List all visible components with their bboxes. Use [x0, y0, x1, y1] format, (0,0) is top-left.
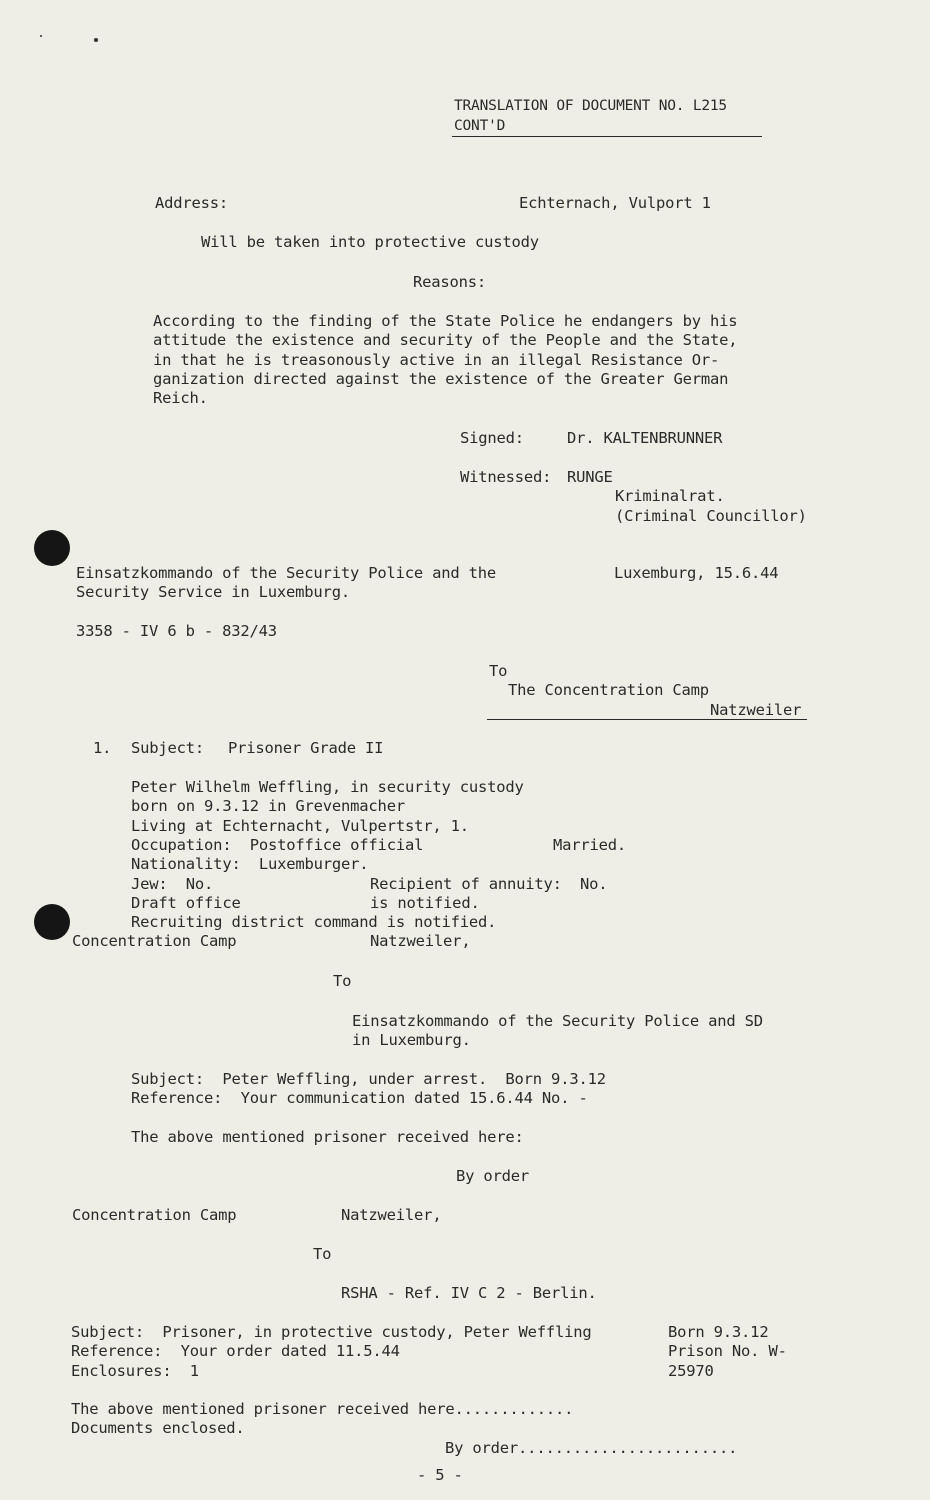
signed-value: Dr. KALTENBRUNNER	[567, 429, 723, 447]
subject-line: Subject: Peter Weffling, under arrest. Born 9.3.12	[131, 1070, 606, 1088]
draft-line: Draft office	[131, 894, 241, 912]
born-date: Born 9.3.12	[668, 1323, 769, 1341]
signed-label: Signed:	[460, 429, 524, 447]
page-number: - 5 -	[417, 1466, 463, 1484]
documents-line: Documents enclosed.	[71, 1419, 245, 1437]
received-line: The above mentioned prisoner received here:	[131, 1128, 524, 1146]
recipient-line: The Concentration Camp	[508, 681, 709, 699]
address-label: Address:	[155, 194, 229, 212]
reasons-line: Reich.	[153, 389, 208, 407]
address-value: Echternach, Vulport 1	[519, 194, 711, 212]
witness-title: Kriminalrat.	[615, 487, 725, 505]
camp-label: Concentration Camp	[72, 1206, 237, 1224]
ink-speck	[94, 38, 98, 42]
marital-status: Married.	[553, 836, 627, 854]
received-line: The above mentioned prisoner received here.............	[71, 1400, 574, 1418]
annuity-line: Recipient of annuity: No.	[370, 875, 608, 893]
prison-number: Prison No. W-	[668, 1342, 787, 1360]
reasons-line: According to the finding of the State Police he endangers by his	[153, 312, 738, 330]
subject-label: Subject:	[131, 739, 205, 757]
place-date: Luxemburg, 15.6.44	[614, 564, 779, 582]
punch-hole-top	[34, 530, 70, 566]
recipient-line: Einsatzkommando of the Security Police and SD	[352, 1012, 763, 1030]
to-label: To	[313, 1245, 332, 1263]
to-label: To	[333, 972, 352, 990]
punch-hole-bottom	[34, 904, 70, 940]
subject-value: Prisoner Grade II	[228, 739, 384, 757]
recipient-underline	[487, 719, 807, 720]
ink-speck	[40, 35, 42, 37]
by-order: By order	[456, 1167, 530, 1185]
witnessed-label: Witnessed:	[460, 468, 552, 486]
custody-line: Will be taken into protective custody	[201, 233, 539, 251]
item-number: 1.	[93, 739, 112, 757]
enclosures-line: Enclosures: 1	[71, 1362, 199, 1380]
witnessed-value: RUNGE	[567, 468, 613, 486]
reasons-label: Reasons:	[413, 273, 487, 291]
recipient-line: in Luxemburg.	[352, 1031, 471, 1049]
camp-place: Natzweiler,	[370, 932, 471, 950]
header-underline	[452, 136, 762, 137]
recipient-line: Natzweiler	[710, 701, 802, 719]
recruiting-line: Recruiting district command is notified.	[131, 913, 497, 931]
draft-notified: is notified.	[370, 894, 480, 912]
by-order: By order........................	[445, 1439, 738, 1457]
to-label: To	[489, 662, 508, 680]
subject-line: Subject: Prisoner, in protective custody, Peter Weffling	[71, 1323, 592, 1341]
reasons-line: attitude the existence and security of the People and the State,	[153, 331, 738, 349]
sender-line: Einsatzkommando of the Security Police and the	[76, 564, 497, 582]
prison-number-cont: 25970	[668, 1362, 714, 1380]
camp-place: Natzweiler,	[341, 1206, 442, 1224]
header-contd: CONT'D	[454, 118, 506, 134]
detail-line: born on 9.3.12 in Grevenmacher	[131, 797, 405, 815]
reference-line: Reference: Your communication dated 15.6.44 No. -	[131, 1089, 588, 1107]
header-title: TRANSLATION OF DOCUMENT NO. L215	[454, 98, 727, 114]
file-number: 3358 - IV 6 b - 832/43	[76, 622, 277, 640]
detail-line: Living at Echternacht, Vulpertstr, 1.	[131, 817, 469, 835]
camp-label: Concentration Camp	[72, 932, 237, 950]
nationality-line: Nationality: Luxemburger.	[131, 855, 369, 873]
reasons-line: ganization directed against the existence of the Greater German	[153, 370, 729, 388]
recipient-line: RSHA - Ref. IV C 2 - Berlin.	[341, 1284, 597, 1302]
detail-line: Peter Wilhelm Weffling, in security custody	[131, 778, 524, 796]
witness-title-translation: (Criminal Councillor)	[615, 507, 807, 525]
reference-line: Reference: Your order dated 11.5.44	[71, 1342, 400, 1360]
reasons-line: in that he is treasonously active in an illegal Resistance Or-	[153, 351, 720, 369]
sender-line: Security Service in Luxemburg.	[76, 583, 350, 601]
jew-line: Jew: No.	[131, 875, 214, 893]
occupation-line: Occupation: Postoffice official	[131, 836, 424, 854]
